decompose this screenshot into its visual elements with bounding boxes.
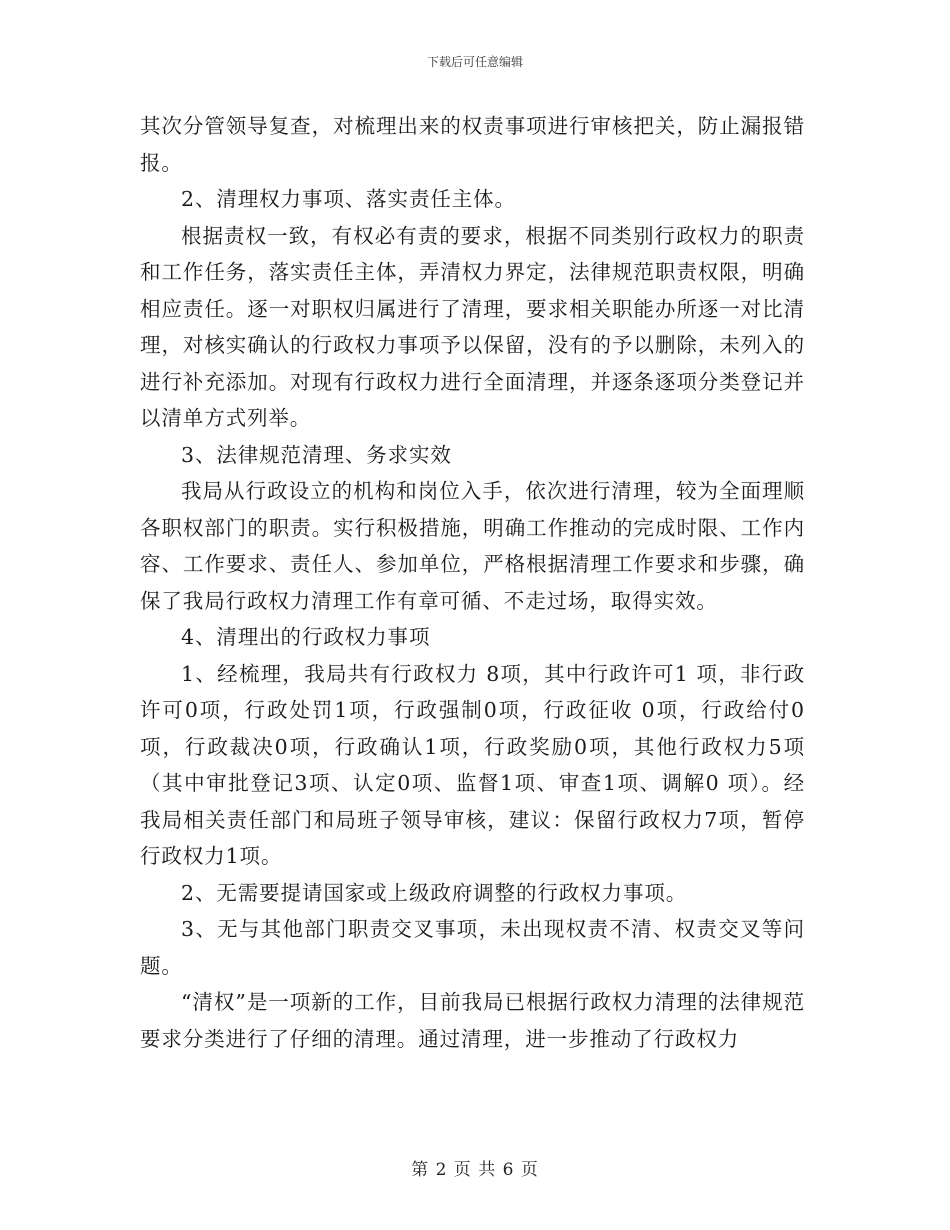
paragraph: 1、经梳理，我局共有行政权力 8项，其中行政许可1 项，非行政许可0项，行政处罚1项，行政强制0项，行政征收 0项，行政给付0项，行政裁决0项，行政确认1项，行政奖励0项，其他行政权力5项（其中审批登记3项、认定0项、监督1项、审查1项、调解0 项）。经我局相关责任部门和局班子领导审核，建议：保留行政权力7项，暂停行政权力1项。 [140,661,805,868]
paragraph: 2、清理权力事项、落实责任主体。 [181,187,516,211]
paragraph: 我局从行政设立的机构和岗位入手，依次进行清理，较为全面理顺各职权部门的职责。实行积极措施，明确工作推动的完成时限、工作内容、工作要求、责任人、参加单位，严格根据清理工作要求和步骤，确保了我局行政权力清理工作有章可循、不走过场，取得实效。 [140,479,805,613]
page-header: 下载后可任意编辑 [426,55,523,69]
paragraph: 2、无需要提请国家或上级政府调整的行政权力事项。 [181,880,688,905]
paragraph: 其次分管领导复查，对梳理出来的权责事项进行审核把关，防止漏报错报。 [140,114,805,175]
paragraph: 3、法律规范清理、务求实效 [181,442,452,467]
paragraph: 根据责权一致，有权必有责的要求，根据不同类别行政权力的职责和工作任务，落实责任主体，弄清权力界定，法律规范职责权限，明确相应责任。逐一对职权归属进行了清理，要求相关职能办所逐一对比清理，对核实确认的行政权力事项予以保留，没有的予以删除，未列入的进行补充添加。对现有行政权力进行全面清理，并逐条逐项分类登记并以清单方式列举。 [140,223,805,430]
paragraph: “清权”是一项新的工作，目前我局已根据行政权力清理的法律规范要求分类进行了仔细的清理。通过清理，进一步推动了行政权力 [140,990,805,1051]
paragraph: 3、无与其他部门职责交叉事项，未出现权责不清、权责交叉等问题。 [140,917,805,978]
page-number-footer: 第 2 页 共 6 页 [411,1160,539,1180]
document-body [140,108,805,1057]
paragraph: 4、清理出的行政权力事项 [181,625,431,649]
